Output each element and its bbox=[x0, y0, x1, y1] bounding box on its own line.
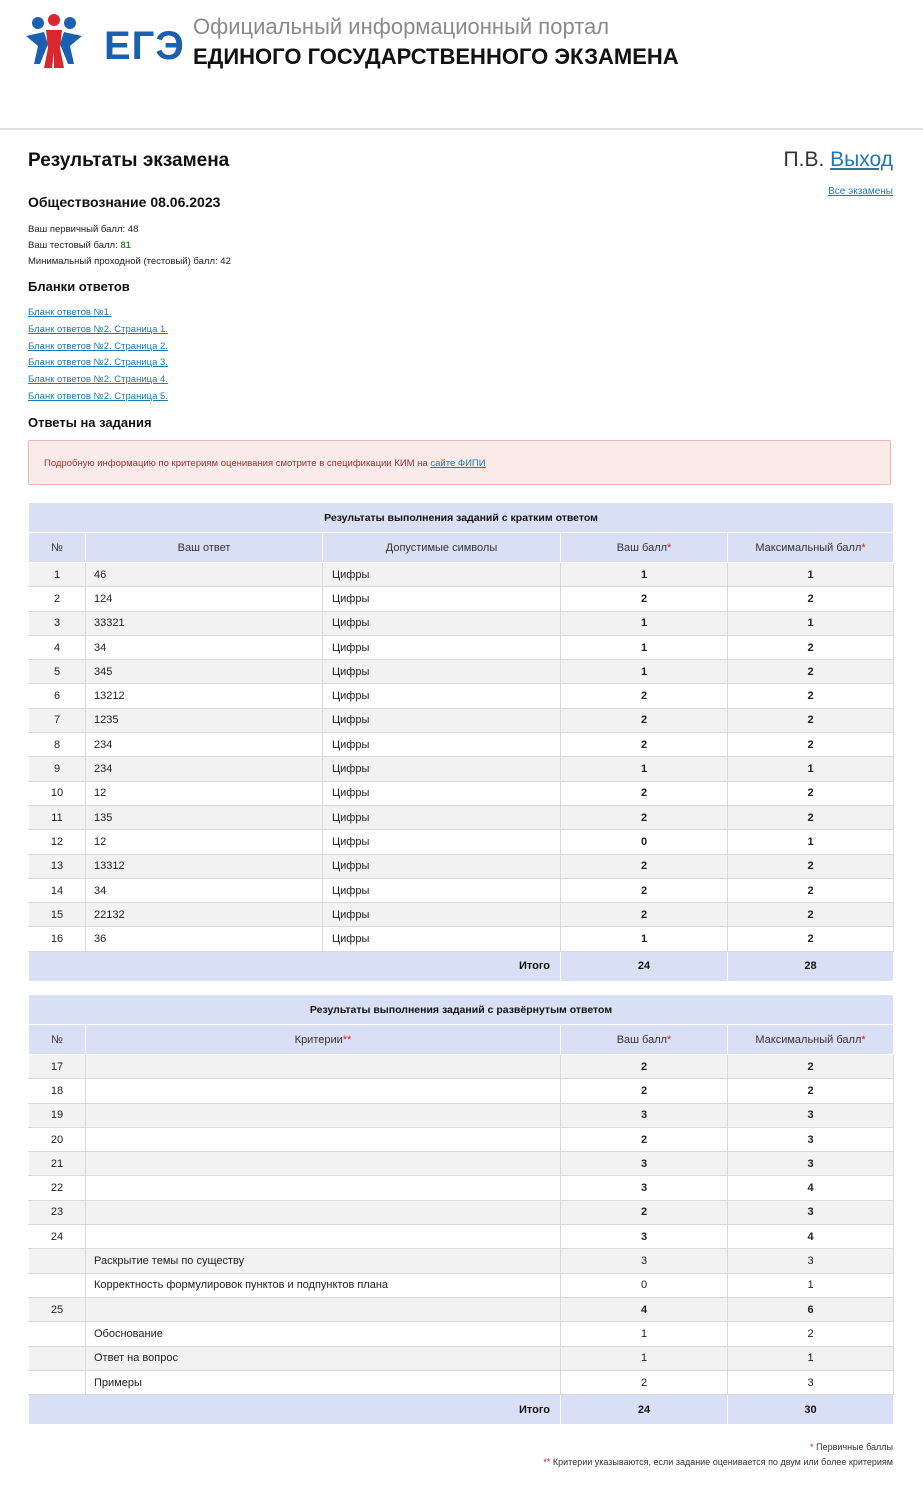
table-row bbox=[29, 830, 894, 854]
your-score: 2 bbox=[561, 587, 728, 611]
answer-forms-heading: Бланки ответов bbox=[28, 279, 130, 294]
max-score: 3 bbox=[728, 1103, 894, 1127]
your-answer: 46 bbox=[86, 563, 323, 587]
your-answer: 1235 bbox=[86, 708, 323, 732]
max-score: 3 bbox=[728, 1249, 894, 1273]
ege-logo[interactable] bbox=[24, 14, 185, 70]
your-answer: 12 bbox=[86, 830, 323, 854]
your-score: 2 bbox=[561, 733, 728, 757]
col-score: Ваш балл* bbox=[561, 1025, 728, 1055]
total-row bbox=[29, 951, 894, 981]
short-answer-table bbox=[28, 502, 894, 982]
criterion-row bbox=[29, 1346, 894, 1370]
table-row bbox=[29, 1055, 894, 1079]
task-number: 18 bbox=[29, 1079, 86, 1103]
table-row bbox=[29, 1176, 894, 1200]
portal-title: ЕДИНОГО ГОСУДАРСТВЕННОГО ЭКЗАМЕНА bbox=[193, 44, 679, 69]
max-score: 1 bbox=[728, 563, 894, 587]
max-score: 6 bbox=[728, 1297, 894, 1321]
total-label: Итого bbox=[29, 1395, 561, 1425]
logout-link[interactable]: Выход bbox=[830, 148, 893, 171]
page-title: Результаты экзамена bbox=[28, 150, 230, 171]
score-summary bbox=[28, 222, 231, 270]
allowed-symbols: Цифры bbox=[323, 781, 561, 805]
your-score: 2 bbox=[561, 805, 728, 829]
table-row bbox=[29, 1127, 894, 1151]
your-score: 1 bbox=[561, 635, 728, 659]
criterion bbox=[86, 1200, 561, 1224]
table-row bbox=[29, 587, 894, 611]
criterion bbox=[86, 1127, 561, 1151]
allowed-symbols: Цифры bbox=[323, 587, 561, 611]
your-score: 4 bbox=[561, 1297, 728, 1321]
task-number: 4 bbox=[29, 635, 86, 659]
your-score: 3 bbox=[561, 1176, 728, 1200]
your-answer: 34 bbox=[86, 635, 323, 659]
criterion-row bbox=[29, 1273, 894, 1297]
form-link[interactable]: Бланк ответов №2. Страница 2. bbox=[28, 340, 168, 352]
max-score: 2 bbox=[728, 684, 894, 708]
max-score: 2 bbox=[728, 635, 894, 659]
criterion bbox=[86, 1055, 561, 1079]
task-number: 25 bbox=[29, 1297, 86, 1321]
your-score: 3 bbox=[561, 1225, 728, 1249]
footnote-criteria: ** Критерии указываются, если задание оценивается по двум или более критериям bbox=[543, 1457, 893, 1467]
your-answer: 36 bbox=[86, 927, 323, 951]
total-label: Итого bbox=[29, 951, 561, 981]
task-number: 21 bbox=[29, 1152, 86, 1176]
max-score: 1 bbox=[728, 830, 894, 854]
allowed-symbols: Цифры bbox=[323, 830, 561, 854]
allowed-symbols: Цифры bbox=[323, 757, 561, 781]
your-score: 2 bbox=[561, 1127, 728, 1151]
max-score: 1 bbox=[728, 611, 894, 635]
criteria-notice bbox=[28, 440, 891, 485]
criterion-row bbox=[29, 1322, 894, 1346]
max-score: 2 bbox=[728, 1055, 894, 1079]
max-score: 1 bbox=[728, 1273, 894, 1297]
your-score: 0 bbox=[561, 830, 728, 854]
task-number: 9 bbox=[29, 757, 86, 781]
table-row bbox=[29, 733, 894, 757]
table-row bbox=[29, 757, 894, 781]
table-row bbox=[29, 1225, 894, 1249]
form-link[interactable]: Бланк ответов №1. bbox=[28, 307, 112, 318]
people-icon bbox=[24, 14, 84, 70]
your-answer: 124 bbox=[86, 587, 323, 611]
criterion: Раскрытие темы по существу bbox=[86, 1249, 561, 1273]
primary-score: Ваш первичный балл: 48 bbox=[28, 224, 139, 235]
total-row bbox=[29, 1395, 894, 1425]
short-table-caption: Результаты выполнения заданий с кратким ответом bbox=[29, 503, 894, 533]
your-answer: 34 bbox=[86, 878, 323, 902]
fipi-link[interactable]: сайте ФИПИ bbox=[430, 458, 486, 469]
your-score: 3 bbox=[561, 1152, 728, 1176]
task-number bbox=[29, 1249, 86, 1273]
table-row bbox=[29, 684, 894, 708]
table-row bbox=[29, 660, 894, 684]
your-answer: 12 bbox=[86, 781, 323, 805]
task-number bbox=[29, 1346, 86, 1370]
allowed-symbols: Цифры bbox=[323, 927, 561, 951]
allowed-symbols: Цифры bbox=[323, 611, 561, 635]
max-score: 3 bbox=[728, 1370, 894, 1394]
allowed-symbols: Цифры bbox=[323, 635, 561, 659]
site-header bbox=[0, 0, 923, 130]
exam-subject: Обществознание 08.06.2023 bbox=[28, 194, 221, 210]
table-row bbox=[29, 635, 894, 659]
table-row bbox=[29, 805, 894, 829]
user-block bbox=[784, 148, 893, 172]
table-row bbox=[29, 781, 894, 805]
task-number: 17 bbox=[29, 1055, 86, 1079]
your-answer: 33321 bbox=[86, 611, 323, 635]
criterion: Ответ на вопрос bbox=[86, 1346, 561, 1370]
table-row bbox=[29, 927, 894, 951]
your-score: 1 bbox=[561, 660, 728, 684]
your-score: 2 bbox=[561, 781, 728, 805]
max-score: 1 bbox=[728, 1346, 894, 1370]
col-num: № bbox=[29, 533, 86, 563]
your-score: 1 bbox=[561, 757, 728, 781]
your-score: 1 bbox=[561, 1346, 728, 1370]
allowed-symbols: Цифры bbox=[323, 733, 561, 757]
your-answer: 234 bbox=[86, 733, 323, 757]
allowed-symbols: Цифры bbox=[323, 854, 561, 878]
task-number: 2 bbox=[29, 587, 86, 611]
max-score: 2 bbox=[728, 587, 894, 611]
criterion bbox=[86, 1079, 561, 1103]
long-answer-table bbox=[28, 994, 894, 1425]
your-score: 2 bbox=[561, 1079, 728, 1103]
allowed-symbols: Цифры bbox=[323, 708, 561, 732]
criterion: Обоснование bbox=[86, 1322, 561, 1346]
your-score: 2 bbox=[561, 708, 728, 732]
your-score: 3 bbox=[561, 1249, 728, 1273]
portal-subtitle: Официальный информационный портал bbox=[193, 14, 610, 39]
table-row bbox=[29, 1200, 894, 1224]
your-score: 2 bbox=[561, 1200, 728, 1224]
your-answer: 345 bbox=[86, 660, 323, 684]
your-answer: 13212 bbox=[86, 684, 323, 708]
col-num: № bbox=[29, 1025, 86, 1055]
your-score: 2 bbox=[561, 903, 728, 927]
task-number: 11 bbox=[29, 805, 86, 829]
your-answer: 234 bbox=[86, 757, 323, 781]
col-symbols: Допустимые символы bbox=[323, 533, 561, 563]
form-link[interactable]: Бланк ответов №2. Страница 4. bbox=[28, 374, 168, 386]
your-score: 2 bbox=[561, 1055, 728, 1079]
max-score: 3 bbox=[728, 1152, 894, 1176]
max-score: 2 bbox=[728, 781, 894, 805]
allowed-symbols: Цифры bbox=[323, 878, 561, 902]
max-score: 3 bbox=[728, 1200, 894, 1224]
task-number bbox=[29, 1322, 86, 1346]
criterion bbox=[86, 1225, 561, 1249]
task-number: 7 bbox=[29, 708, 86, 732]
col-answer: Ваш ответ bbox=[86, 533, 323, 563]
footnote-primary: * Первичные баллы bbox=[810, 1442, 893, 1452]
form-link[interactable]: Бланк ответов №2. Страница 1. bbox=[28, 323, 168, 335]
criterion bbox=[86, 1297, 561, 1321]
table-row bbox=[29, 1103, 894, 1127]
task-number: 1 bbox=[29, 563, 86, 587]
max-score: 2 bbox=[728, 708, 894, 732]
task-number: 8 bbox=[29, 733, 86, 757]
criterion: Примеры bbox=[86, 1370, 561, 1394]
table-row bbox=[29, 1079, 894, 1103]
form-link[interactable]: Бланк ответов №2. Страница 5. bbox=[28, 390, 168, 402]
criterion: Корректность формулировок пунктов и подпунктов плана bbox=[86, 1273, 561, 1297]
task-number bbox=[29, 1273, 86, 1297]
task-number: 16 bbox=[29, 927, 86, 951]
your-score: 2 bbox=[561, 878, 728, 902]
table-row bbox=[29, 1297, 894, 1321]
col-criteria: Критерии** bbox=[86, 1025, 561, 1055]
task-number: 22 bbox=[29, 1176, 86, 1200]
max-score: 1 bbox=[728, 757, 894, 781]
your-score: 2 bbox=[561, 854, 728, 878]
answer-forms-list bbox=[28, 305, 168, 406]
long-table-caption: Результаты выполнения заданий с развёрнутым ответом bbox=[29, 995, 894, 1025]
max-score: 2 bbox=[728, 854, 894, 878]
your-score: 1 bbox=[561, 563, 728, 587]
task-number: 20 bbox=[29, 1127, 86, 1151]
table-row bbox=[29, 903, 894, 927]
min-score: Минимальный проходной (тестовый) балл: 42 bbox=[28, 256, 231, 267]
table-row bbox=[29, 611, 894, 635]
total-max: 30 bbox=[728, 1395, 894, 1425]
your-answer: 22132 bbox=[86, 903, 323, 927]
table-row bbox=[29, 1152, 894, 1176]
allowed-symbols: Цифры bbox=[323, 903, 561, 927]
table-row bbox=[29, 854, 894, 878]
max-score: 4 bbox=[728, 1176, 894, 1200]
form-link[interactable]: Бланк ответов №2. Страница 3. bbox=[28, 357, 168, 369]
task-number: 10 bbox=[29, 781, 86, 805]
max-score: 2 bbox=[728, 927, 894, 951]
your-score: 0 bbox=[561, 1273, 728, 1297]
total-score: 24 bbox=[561, 951, 728, 981]
your-answer: 135 bbox=[86, 805, 323, 829]
criterion-row bbox=[29, 1249, 894, 1273]
max-score: 2 bbox=[728, 733, 894, 757]
col-max: Максимальный балл* bbox=[728, 1025, 894, 1055]
task-answers-heading: Ответы на задания bbox=[28, 415, 152, 430]
your-answer: 13312 bbox=[86, 854, 323, 878]
col-max: Максимальный балл* bbox=[728, 533, 894, 563]
criterion bbox=[86, 1176, 561, 1200]
max-score: 2 bbox=[728, 1079, 894, 1103]
total-max: 28 bbox=[728, 951, 894, 981]
total-score: 24 bbox=[561, 1395, 728, 1425]
max-score: 3 bbox=[728, 1127, 894, 1151]
table-row bbox=[29, 708, 894, 732]
test-score: Ваш тестовый балл: 81 bbox=[28, 240, 131, 251]
task-number bbox=[29, 1370, 86, 1394]
task-number: 19 bbox=[29, 1103, 86, 1127]
task-number: 14 bbox=[29, 878, 86, 902]
your-score: 2 bbox=[561, 1370, 728, 1394]
your-score: 2 bbox=[561, 684, 728, 708]
max-score: 2 bbox=[728, 805, 894, 829]
allowed-symbols: Цифры bbox=[323, 563, 561, 587]
logo-text: ЕГЭ bbox=[104, 24, 185, 68]
task-number: 12 bbox=[29, 830, 86, 854]
max-score: 2 bbox=[728, 878, 894, 902]
all-exams-link[interactable]: Все экзамены bbox=[828, 186, 893, 197]
allowed-symbols: Цифры bbox=[323, 660, 561, 684]
user-name: П.В. bbox=[783, 148, 825, 171]
table-row bbox=[29, 878, 894, 902]
task-number: 3 bbox=[29, 611, 86, 635]
max-score: 2 bbox=[728, 660, 894, 684]
task-number: 6 bbox=[29, 684, 86, 708]
your-score: 1 bbox=[561, 611, 728, 635]
criterion-row bbox=[29, 1370, 894, 1394]
task-number: 24 bbox=[29, 1225, 86, 1249]
col-score: Ваш балл* bbox=[561, 533, 728, 563]
allowed-symbols: Цифры bbox=[323, 805, 561, 829]
task-number: 13 bbox=[29, 854, 86, 878]
your-score: 3 bbox=[561, 1103, 728, 1127]
task-number: 5 bbox=[29, 660, 86, 684]
criterion bbox=[86, 1152, 561, 1176]
notice-text: Подробную информацию по критериям оценивания смотрите в спецификации КИМ на bbox=[44, 458, 428, 469]
criterion bbox=[86, 1103, 561, 1127]
task-number: 15 bbox=[29, 903, 86, 927]
allowed-symbols: Цифры bbox=[323, 684, 561, 708]
max-score: 4 bbox=[728, 1225, 894, 1249]
your-score: 1 bbox=[561, 927, 728, 951]
max-score: 2 bbox=[728, 903, 894, 927]
your-score: 1 bbox=[561, 1322, 728, 1346]
task-number: 23 bbox=[29, 1200, 86, 1224]
table-row bbox=[29, 563, 894, 587]
max-score: 2 bbox=[728, 1322, 894, 1346]
